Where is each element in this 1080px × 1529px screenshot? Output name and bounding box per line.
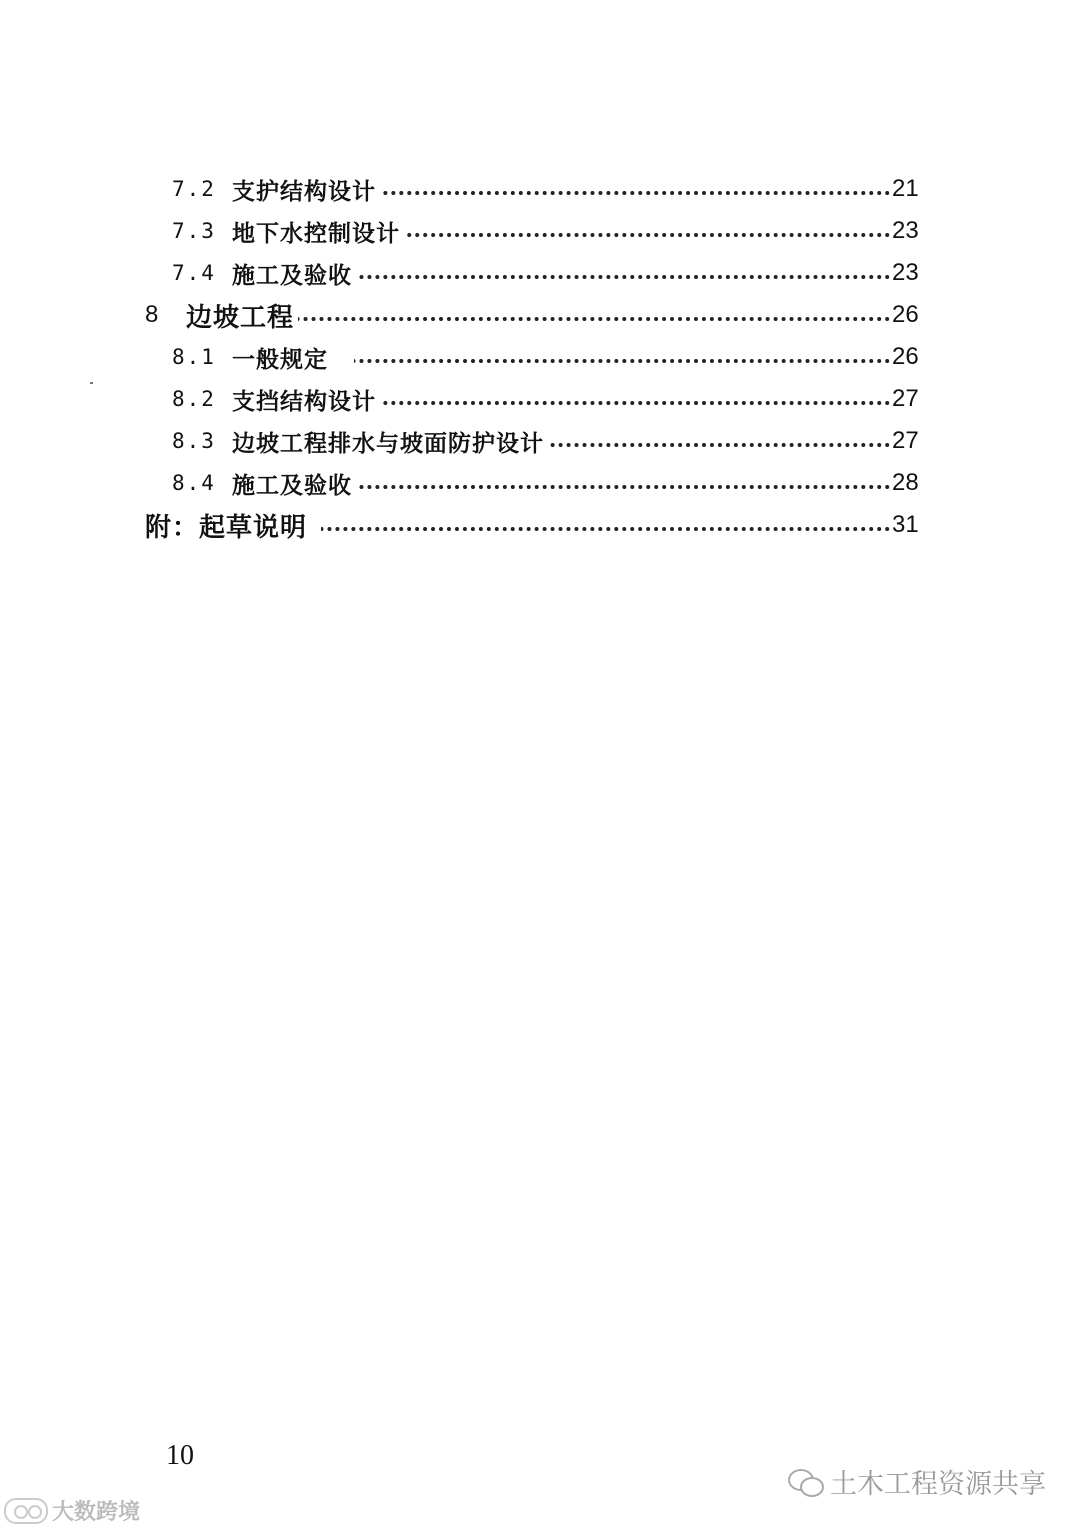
toc-entry-number: 7.4 — [172, 261, 216, 285]
toc-entry-page: 26 — [892, 301, 919, 328]
page-number: 10 — [166, 1440, 194, 1471]
toc-entry-title: 地下水控制设计 — [232, 215, 404, 248]
toc-entry-7-2[interactable] — [0, 169, 1080, 209]
toc-entry-7-4[interactable] — [0, 253, 1080, 293]
toc-entry-title: 施工及验收 — [232, 257, 356, 290]
toc-entry-appendix[interactable] — [0, 505, 1080, 545]
toc-entry-number: 7.3 — [172, 219, 216, 243]
toc-entry-page: 23 — [892, 259, 919, 286]
toc-entry-number: 8.1 — [172, 345, 216, 369]
toc-entry-title: 一般规定 — [232, 341, 354, 374]
toc-entry-page: 26 — [892, 343, 919, 370]
toc-entry-8-4[interactable] — [0, 463, 1080, 503]
toc-entry-8-3[interactable] — [0, 421, 1080, 461]
toc-entry-chapter-8[interactable] — [0, 295, 1080, 335]
toc-entry-page: 27 — [892, 385, 919, 412]
toc-entry-page: 27 — [892, 427, 919, 454]
toc-entry-title: 施工及验收 — [232, 467, 356, 500]
toc-entry-number: 8.2 — [172, 387, 216, 411]
toc-dot-leader — [200, 317, 890, 321]
toc-entry-number: 8.4 — [172, 471, 216, 495]
datashuttle-logo-icon — [4, 1498, 48, 1524]
toc-entry-number: 8 — [145, 301, 159, 328]
toc-entry-8-1[interactable] — [0, 337, 1080, 377]
watermark-right-text: 土木工程资源共享 — [830, 1469, 1046, 1500]
toc-entry-8-2[interactable] — [0, 379, 1080, 419]
watermark-left-text: 大数跨境 — [52, 1500, 141, 1525]
toc-entry-page: 28 — [892, 469, 919, 496]
toc-entry-page: 31 — [892, 511, 919, 538]
scan-speck — [90, 382, 93, 384]
watermark-wechat — [788, 1462, 1046, 1501]
toc-entry-title: 边坡工程排水与坡面防护设计 — [232, 425, 548, 458]
toc-entry-number: 7.2 — [172, 177, 216, 201]
wechat-icon — [788, 1467, 824, 1497]
toc-entry-title: 支挡结构设计 — [232, 383, 380, 416]
toc-entry-title: 附：起草说明 — [145, 507, 321, 544]
toc-entry-page: 23 — [892, 217, 919, 244]
watermark-datashuttle — [4, 1495, 140, 1526]
toc-entry-page: 21 — [892, 175, 919, 202]
toc-entry-title: 支护结构设计 — [232, 173, 380, 206]
toc-entry-number: 8.3 — [172, 429, 216, 453]
toc-entry-title: 边坡工程 — [186, 297, 298, 334]
toc-entry-7-3[interactable] — [0, 211, 1080, 251]
